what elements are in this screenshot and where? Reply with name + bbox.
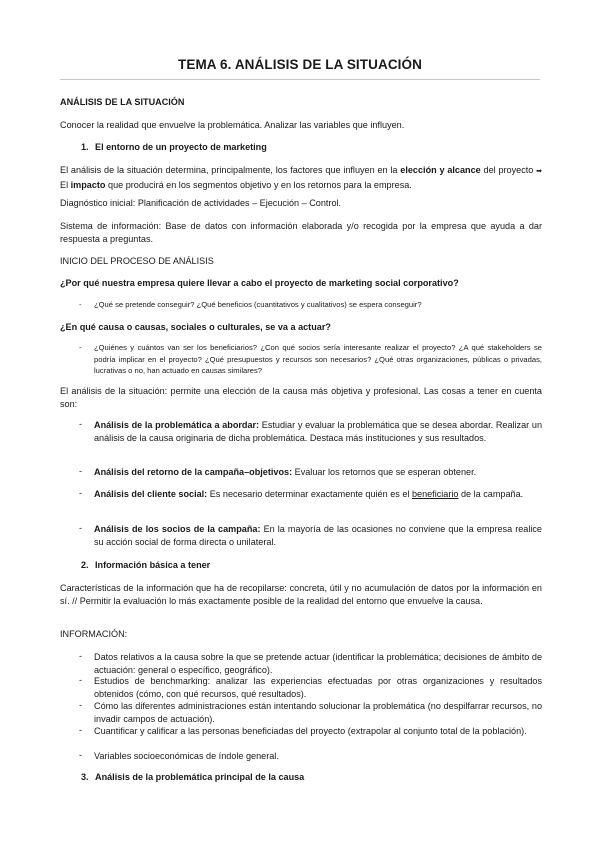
section-1-paragraph-4: El análisis de la situación: permite una elección de la causa más objetiva y profesional. Las cosas a tener en cuenta son:	[60, 386, 542, 409]
bullet-dash: -	[79, 343, 82, 352]
section-1-title: El entorno de un proyecto de marketing	[95, 142, 267, 152]
arrow-icon: ➡	[536, 168, 543, 175]
bullet-dash: -	[79, 523, 83, 533]
bullet-dash: -	[79, 725, 83, 735]
analysis-item: Análisis de los socios de la campaña: En la mayoría de las ocasiones no conviene que la empresa realice su acción social de forma directa o unilateral.	[94, 524, 542, 547]
section-1-paragraph-1: El análisis de la situación determina, principalmente, los factores que influyen en la elección y alcance del proyecto ➡ El impacto que producirá en los segmentos objetivo y en los retornos para la empresa.	[60, 165, 543, 190]
bullet-dash: -	[79, 700, 83, 710]
bullet-dash: -	[79, 488, 83, 498]
information-item: Cómo las diferentes administraciones están intentando solucionar la problemática (no despilfarrar recursos, no invadir campos de actuación).	[94, 701, 542, 724]
information-item: Cuantificar y calificar a las personas beneficiadas del proyecto (extrapolar al conjunto total de la población).	[94, 726, 527, 736]
information-item: Variables socioeconómicas de índole general.	[94, 751, 279, 761]
analysis-process-heading: INICIO DEL PROCESO DE ANÁLISIS	[60, 256, 214, 266]
information-item: Datos relativos a la causa sobre la que se pretende actuar (identificar la problemática; decisiones de ámbito de actuación: general o específico, geográfico).	[94, 652, 542, 675]
bullet-dash: -	[79, 651, 83, 661]
section-3-title: Análisis de la problemática principal de la causa	[95, 772, 305, 782]
bullet-dash: -	[79, 466, 83, 476]
section-1-paragraph-2: Diagnóstico inicial: Planificación de actividades – Ejecución – Control.	[60, 198, 342, 208]
information-label: INFORMACIÓN:	[60, 629, 128, 639]
page-title: TEMA 6. ANÁLISIS DE LA SITUACIÓN	[178, 57, 422, 72]
section-1-paragraph-3: Sistema de información: Base de datos con información elaborada y/o recogida por la empresa que ayuda a dar respuesta a preguntas.	[60, 221, 542, 244]
question-2: ¿En qué causa o causas, sociales o culturales, se va a actuar?	[60, 322, 331, 332]
bullet-dash: -	[79, 675, 83, 685]
section-2-title: Información básica a tener	[95, 560, 211, 570]
bullet-dash: -	[79, 419, 83, 429]
section-2-number: 2.	[81, 560, 89, 570]
intro-paragraph: Conocer la realidad que envuelve la problemática. Analizar las variables que influyen.	[60, 120, 405, 130]
bullet-dash: -	[79, 750, 83, 760]
analysis-item: Análisis del cliente social: Es necesario determinar exactamente quién es el beneficiario de la campaña.	[94, 489, 524, 499]
information-item: Estudios de benchmarking: analizar las experiencias efectuadas por otras organizaciones y resultados obtenidos (cómo, con qué recursos, qué resultados).	[94, 676, 542, 699]
analysis-item: Análisis del retorno de la campaña–objetivos: Evaluar los retornos que se esperan obtener.	[94, 467, 477, 477]
section-3-number: 3.	[81, 772, 89, 782]
section-1-number: 1.	[81, 142, 89, 152]
question-2-item: ¿Quiénes y cuántos van ser los beneficiarios? ¿Con qué socios sería interesante realizar el proyecto? ¿A qué stakeholders se podría implicar en el proyecto? ¿Qué presupuestos y recursos son necesarios? ¿Qué otras organizaciones, públicas o privadas, lucrativas o no, han actuado en causas similares?	[94, 343, 542, 375]
section-2-paragraph-1: Características de la información que ha de recopilarse: concreta, útil y no acumulación de datos por la información en sí. // Permitir la evaluación lo más exactamente posible de la realidad del entorno que envuelve la causa.	[60, 583, 542, 606]
bullet-dash: -	[79, 300, 82, 309]
title-divider	[60, 79, 540, 80]
question-1: ¿Por qué nuestra empresa quiere llevar a cabo el proyecto de marketing social corporativo?	[60, 278, 459, 288]
question-1-item: ¿Qué se pretende conseguir? ¿Qué beneficios (cuantitativos y cualitativos) se espera conseguir?	[94, 300, 422, 309]
beneficiario-link: beneficiario	[411, 489, 459, 499]
analysis-item: Análisis de la problemática a abordar: Estudiar y evaluar la problemática que se desea abordar. Realizar un análisis de la causa originaria de dicha problemática. Destaca más instituciones y sus resultados.	[94, 420, 542, 443]
section-heading: ANÁLISIS DE LA SITUACIÓN	[60, 97, 185, 107]
